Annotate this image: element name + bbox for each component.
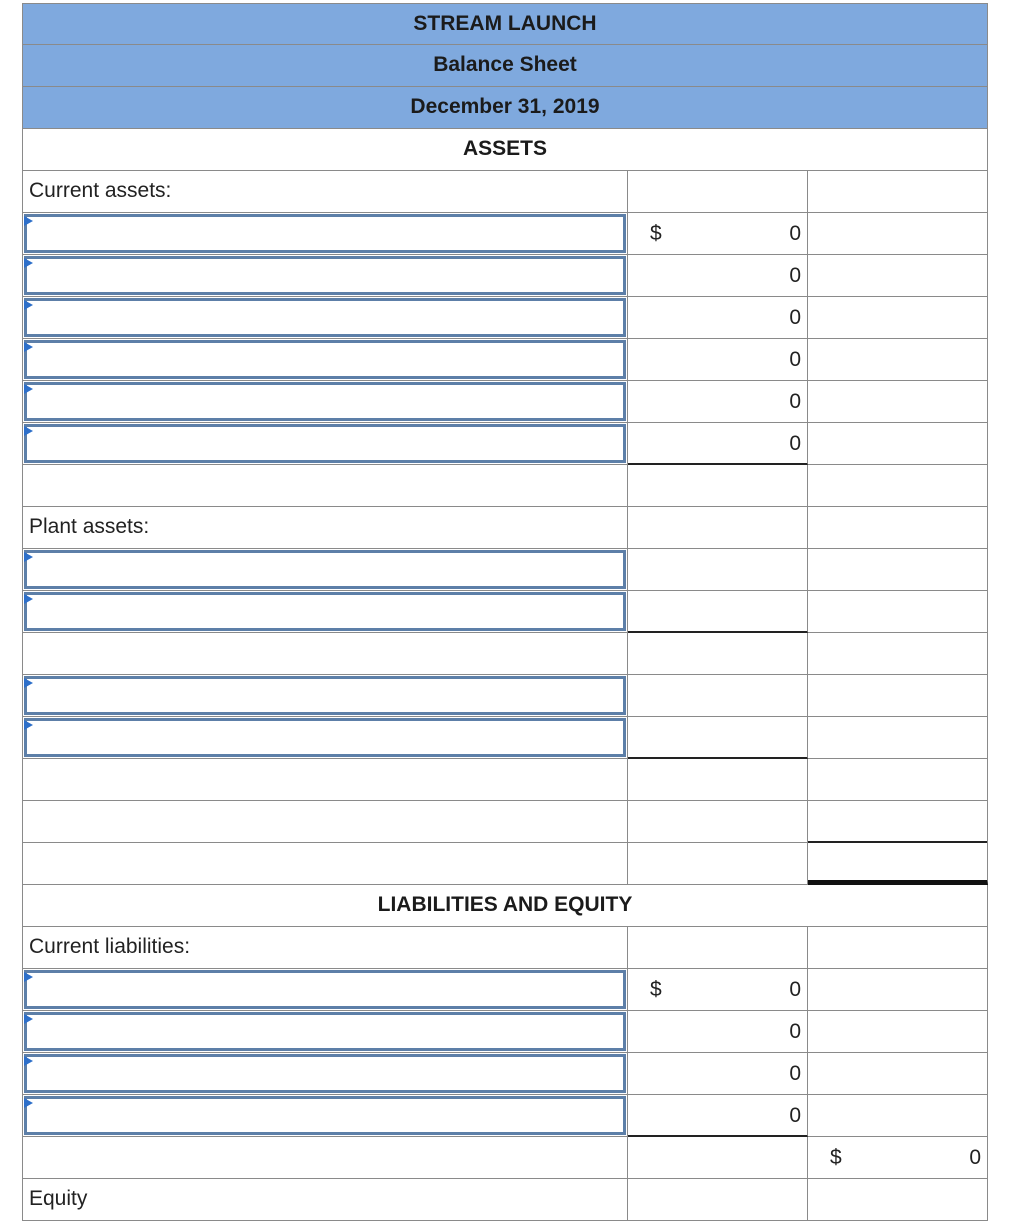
current-liability-name-input[interactable] [24,970,626,1009]
plant-asset-row [22,717,988,759]
amount-value: 0 [789,1062,801,1085]
amount-value: 0 [789,1020,801,1043]
current-asset-row [22,297,988,339]
total-assets-row [22,843,988,885]
current-assets-label-row [22,171,988,213]
dropdown-marker-icon [24,300,33,310]
plant-asset-row [22,675,988,717]
current-liabilities-label-row [22,927,988,969]
current-asset-row [22,381,988,423]
company-name: STREAM LAUNCH [22,3,988,45]
dollar-sign: $ [650,222,662,245]
total-current-liabilities-value: 0 [969,1146,981,1169]
liabilities-equity-heading: LIABILITIES AND EQUITY [22,885,988,927]
dropdown-marker-icon [24,216,33,226]
amount-value: 0 [789,432,801,455]
plant-assets-label: Plant assets: [22,507,628,549]
current-asset-name-input[interactable] [24,256,626,295]
plant-asset-net-row [22,633,988,675]
current-liabilities-label: Current liabilities: [22,927,628,969]
amount-value: 0 [789,978,801,1001]
dropdown-marker-icon [24,594,33,604]
total-current-liabilities-row [22,1137,988,1179]
current-asset-row [22,255,988,297]
amount-value: 0 [789,264,801,287]
current-liability-row [22,1053,988,1095]
dropdown-marker-icon [24,552,33,562]
dropdown-marker-icon [24,426,33,436]
current-asset-row [22,339,988,381]
current-liability-row [22,969,988,1011]
current-asset-name-input[interactable] [24,340,626,379]
amount-value: 0 [789,390,801,413]
current-liability-name-input[interactable] [24,1012,626,1051]
current-liability-name-input[interactable] [24,1054,626,1093]
current-asset-row [22,213,988,255]
current-assets-label: Current assets: [22,171,628,213]
plant-asset-name-input[interactable] [24,676,626,715]
dropdown-marker-icon [24,1014,33,1024]
current-liability-row [22,1011,988,1053]
plant-asset-name-input[interactable] [24,718,626,757]
amount-value: 0 [789,1104,801,1127]
statement-title: Balance Sheet [22,45,988,87]
current-asset-name-input[interactable] [24,298,626,337]
current-asset-row [22,423,988,465]
plant-assets-label-row [22,507,988,549]
statement-date: December 31, 2019 [22,87,988,129]
assets-heading: ASSETS [22,129,988,171]
dropdown-marker-icon [24,342,33,352]
current-asset-name-input[interactable] [24,382,626,421]
total-current-assets-row [22,465,988,507]
amount-value: 0 [789,306,801,329]
dropdown-marker-icon [24,678,33,688]
plant-asset-row [22,591,988,633]
total-plant-assets-row [22,801,988,843]
dollar-sign: $ [830,1146,842,1169]
current-liability-row [22,1095,988,1137]
equity-label-row [22,1179,988,1221]
plant-asset-name-input[interactable] [24,592,626,631]
dropdown-marker-icon [24,972,33,982]
plant-asset-name-input[interactable] [24,550,626,589]
plant-asset-row [22,549,988,591]
dropdown-marker-icon [24,720,33,730]
equity-label: Equity [22,1179,628,1221]
dropdown-marker-icon [24,1056,33,1066]
amount-value: 0 [789,222,801,245]
current-asset-name-input[interactable] [24,424,626,463]
dropdown-marker-icon [24,384,33,394]
dollar-sign: $ [650,978,662,1001]
balance-sheet-table [22,3,988,1221]
current-asset-name-input[interactable] [24,214,626,253]
current-liability-name-input[interactable] [24,1096,626,1135]
amount-value: 0 [789,348,801,371]
dropdown-marker-icon [24,258,33,268]
plant-asset-net-row [22,759,988,801]
dropdown-marker-icon [24,1098,33,1108]
